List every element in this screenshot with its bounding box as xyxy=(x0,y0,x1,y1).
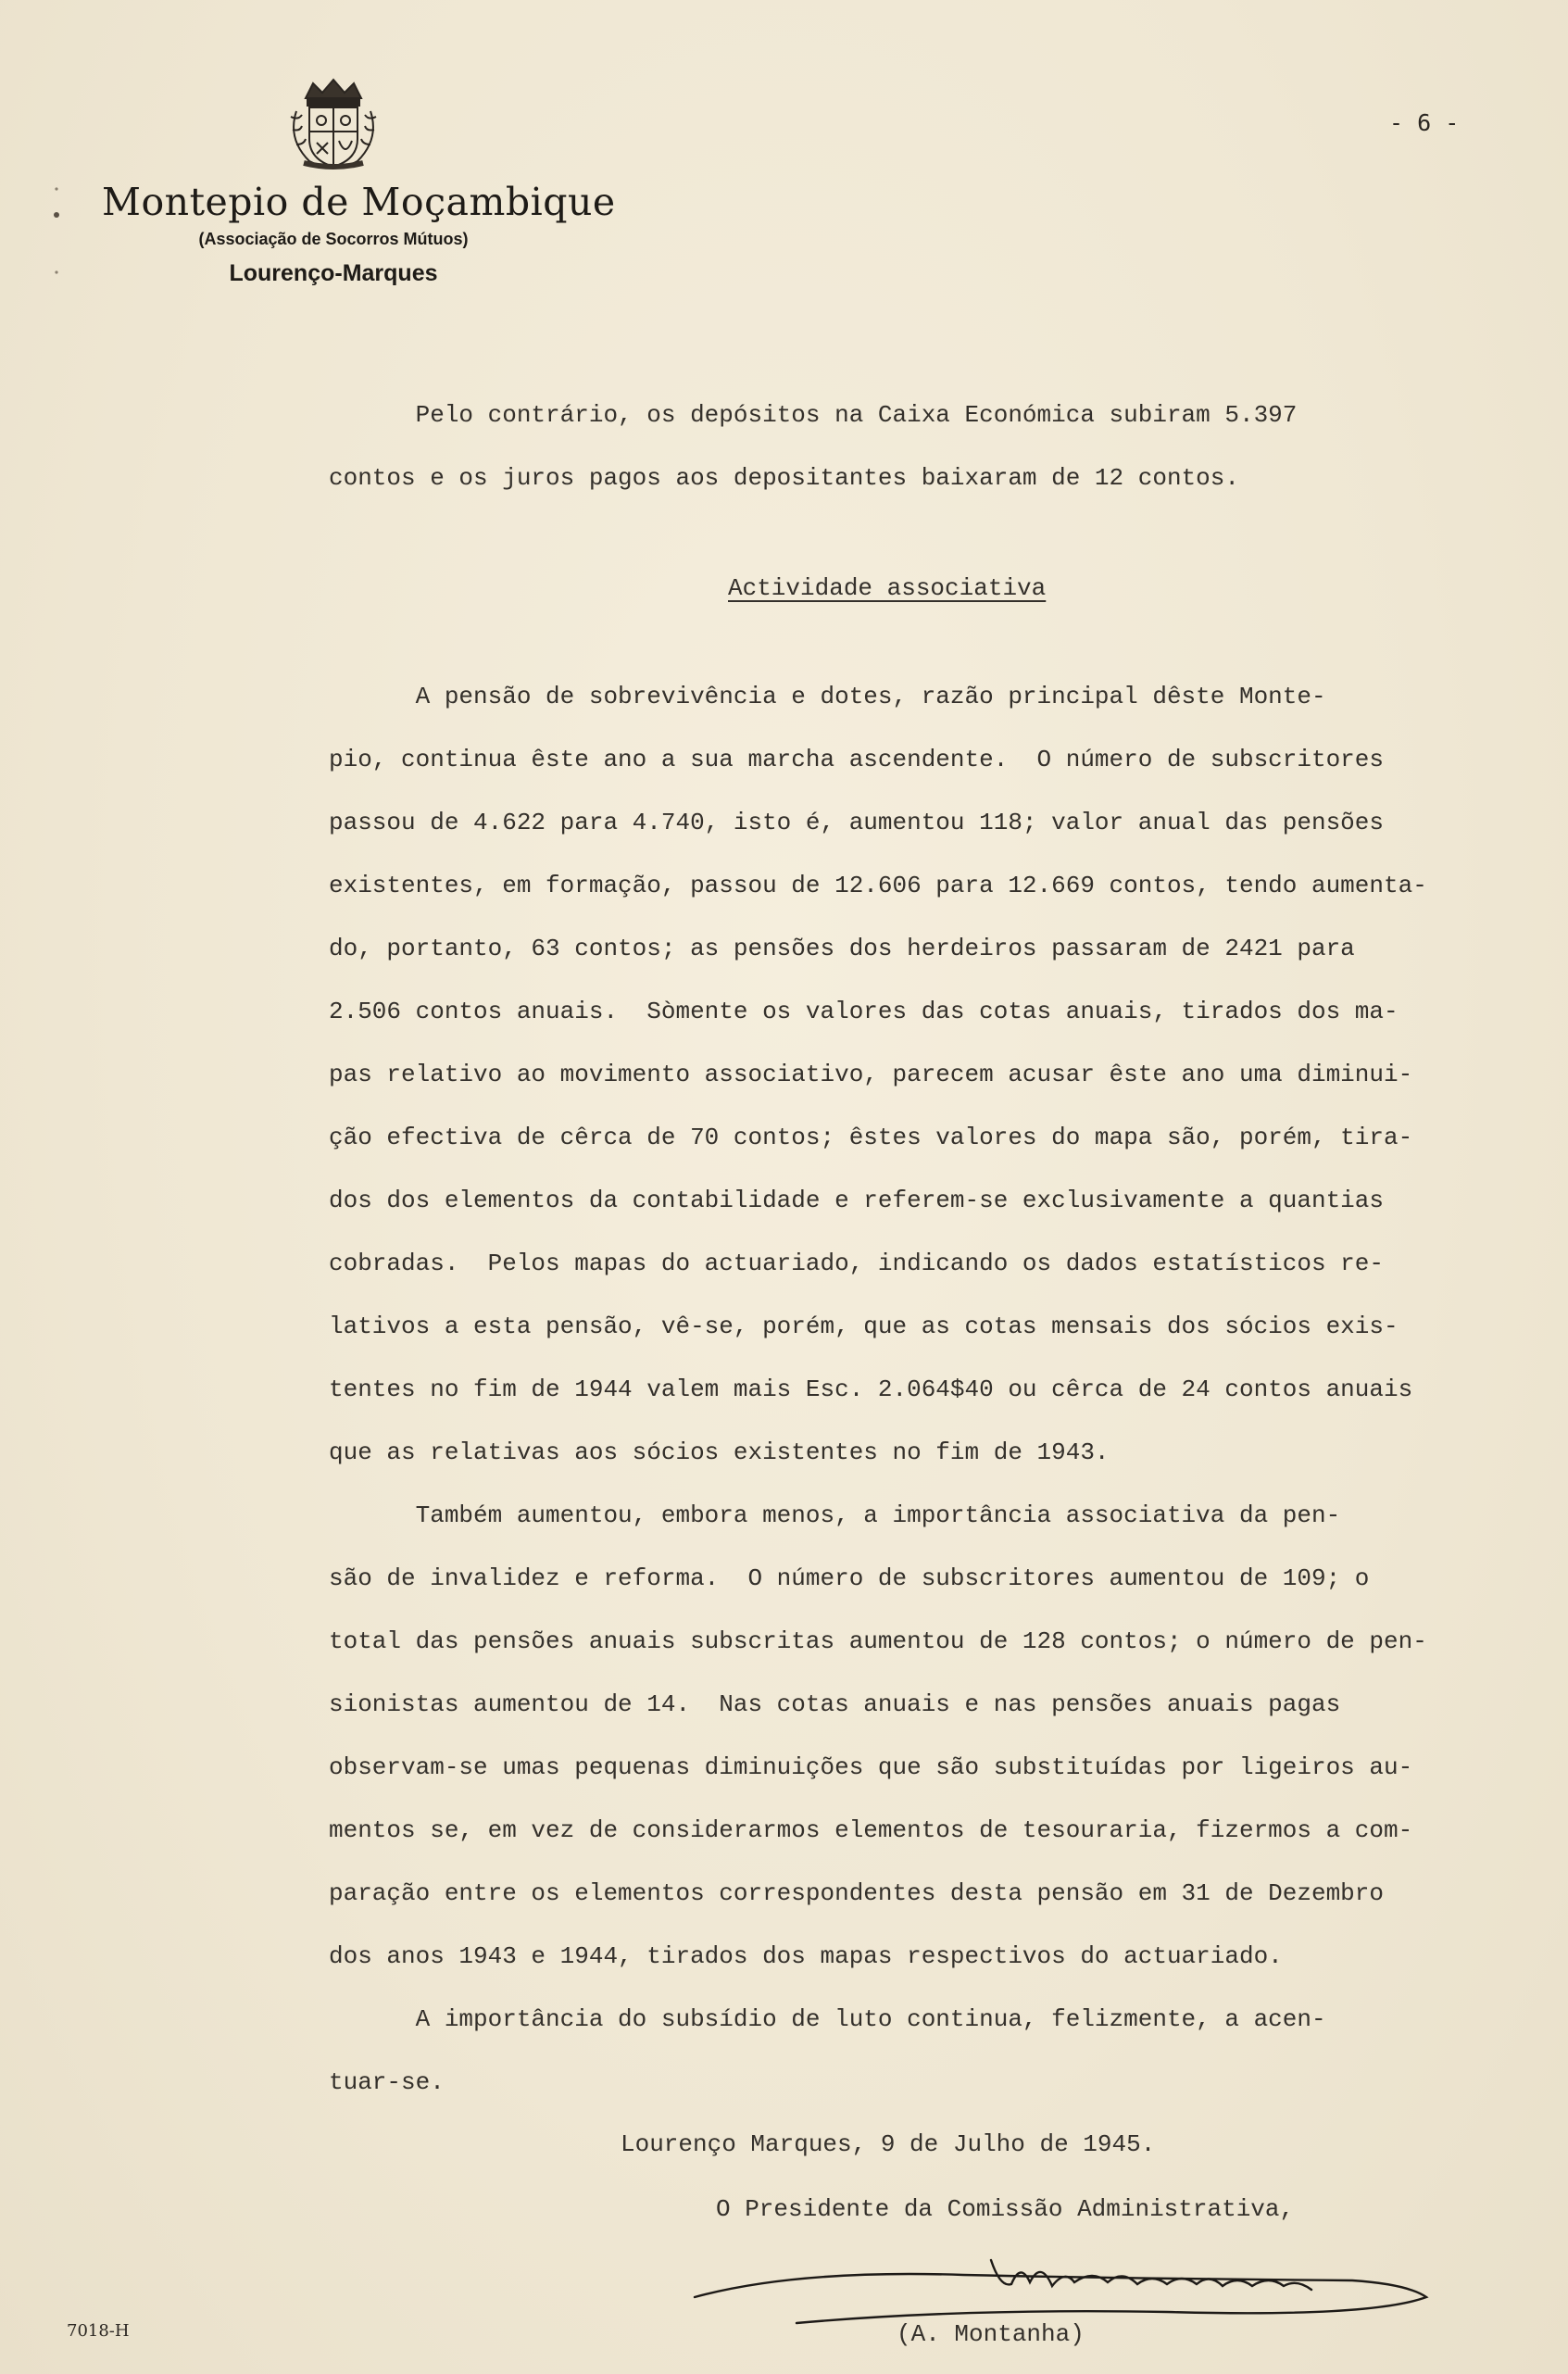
text-line: total das pensões anuais subscritas aumentou de 128 contos; o número de pen- xyxy=(329,1627,1427,1655)
text-line: existentes, em formação, passou de 12.606 para 12.669 contos, tendo aumenta- xyxy=(329,872,1427,899)
text-line: observam-se umas pequenas diminuições que são substituídas por ligeiros au- xyxy=(329,1753,1413,1781)
text-line: Pelo contrário, os depósitos na Caixa Económica subiram 5.397 xyxy=(329,401,1298,429)
paragraph-pension xyxy=(329,665,1496,2114)
text-line: A importância do subsídio de luto continua, felizmente, a acen- xyxy=(329,2005,1326,2033)
coat-of-arms-icon xyxy=(278,74,389,174)
organization-name: Montepio de Moçambique xyxy=(102,180,616,224)
letterhead xyxy=(102,74,616,287)
text-line: tuar-se. xyxy=(329,2068,445,2096)
text-line: 2.506 contos anuais. Sòmente os valores das cotas anuais, tirados dos ma- xyxy=(329,998,1399,1025)
text-line: Também aumentou, embora menos, a importância associativa da pen- xyxy=(329,1501,1341,1529)
text-line: do, portanto, 63 contos; as pensões dos herdeiros passaram de 2421 para xyxy=(329,935,1355,962)
margin-punch-marks xyxy=(54,185,63,287)
section-heading: Actividade associativa xyxy=(728,574,1047,602)
text-line: pio, continua êste ano a sua marcha ascendente. O número de subscritores xyxy=(329,746,1384,773)
place-and-date: Lourenço Marques, 9 de Julho de 1945. xyxy=(621,2130,1156,2158)
text-line: dos anos 1943 e 1944, tirados dos mapas respectivos do actuariado. xyxy=(329,1942,1283,1970)
text-line: tentes no fim de 1944 valem mais Esc. 2.064$40 ou cêrca de 24 contos anuais xyxy=(329,1375,1413,1403)
text-line: lativos a esta pensão, vê-se, porém, que as cotas mensais dos sócios exis- xyxy=(329,1313,1399,1340)
text-line: cobradas. Pelos mapas do actuariado, indicando os dados estatísticos re- xyxy=(329,1250,1384,1277)
text-line: que as relativas aos sócios existentes no fim de 1943. xyxy=(329,1438,1110,1466)
text-line: A pensão de sobrevivência e dotes, razão principal dêste Monte- xyxy=(329,683,1326,710)
text-line: contos e os juros pagos aos depositantes baixaram de 12 contos. xyxy=(329,464,1239,492)
page-number: - 6 - xyxy=(1389,109,1460,136)
organization-subtitle: (Associação de Socorros Mútuos) xyxy=(198,230,469,248)
document-body xyxy=(329,383,1496,509)
signer-name: (A. Montanha) xyxy=(897,2320,1085,2348)
text-line: mentos se, em vez de considerarmos elementos de tesouraria, fizermos a com- xyxy=(329,1816,1413,1844)
text-line: passou de 4.622 para 4.740, isto é, aumentou 118; valor anual das pensões xyxy=(329,809,1384,836)
text-line: são de invalidez e reforma. O número de subscritores aumentou de 109; o xyxy=(329,1564,1370,1592)
text-line: pas relativo ao movimento associativo, parecem acusar êste ano uma diminui- xyxy=(329,1061,1413,1088)
text-line: sionistas aumentou de 14. Nas cotas anuais e nas pensões anuais pagas xyxy=(329,1690,1341,1718)
signer-title: O Presidente da Comissão Administrativa, xyxy=(716,2195,1295,2223)
form-code: 7018-H xyxy=(67,2321,130,2341)
organization-city: Lourenço-Marques xyxy=(229,260,438,286)
text-line: ção efectiva de cêrca de 70 contos; êstes valores do mapa são, porém, tira- xyxy=(329,1124,1413,1151)
text-line: paração entre os elementos correspondentes desta pensão em 31 de Dezembro xyxy=(329,1879,1384,1907)
text-line: dos dos elementos da contabilidade e referem-se exclusivamente a quantias xyxy=(329,1187,1384,1214)
